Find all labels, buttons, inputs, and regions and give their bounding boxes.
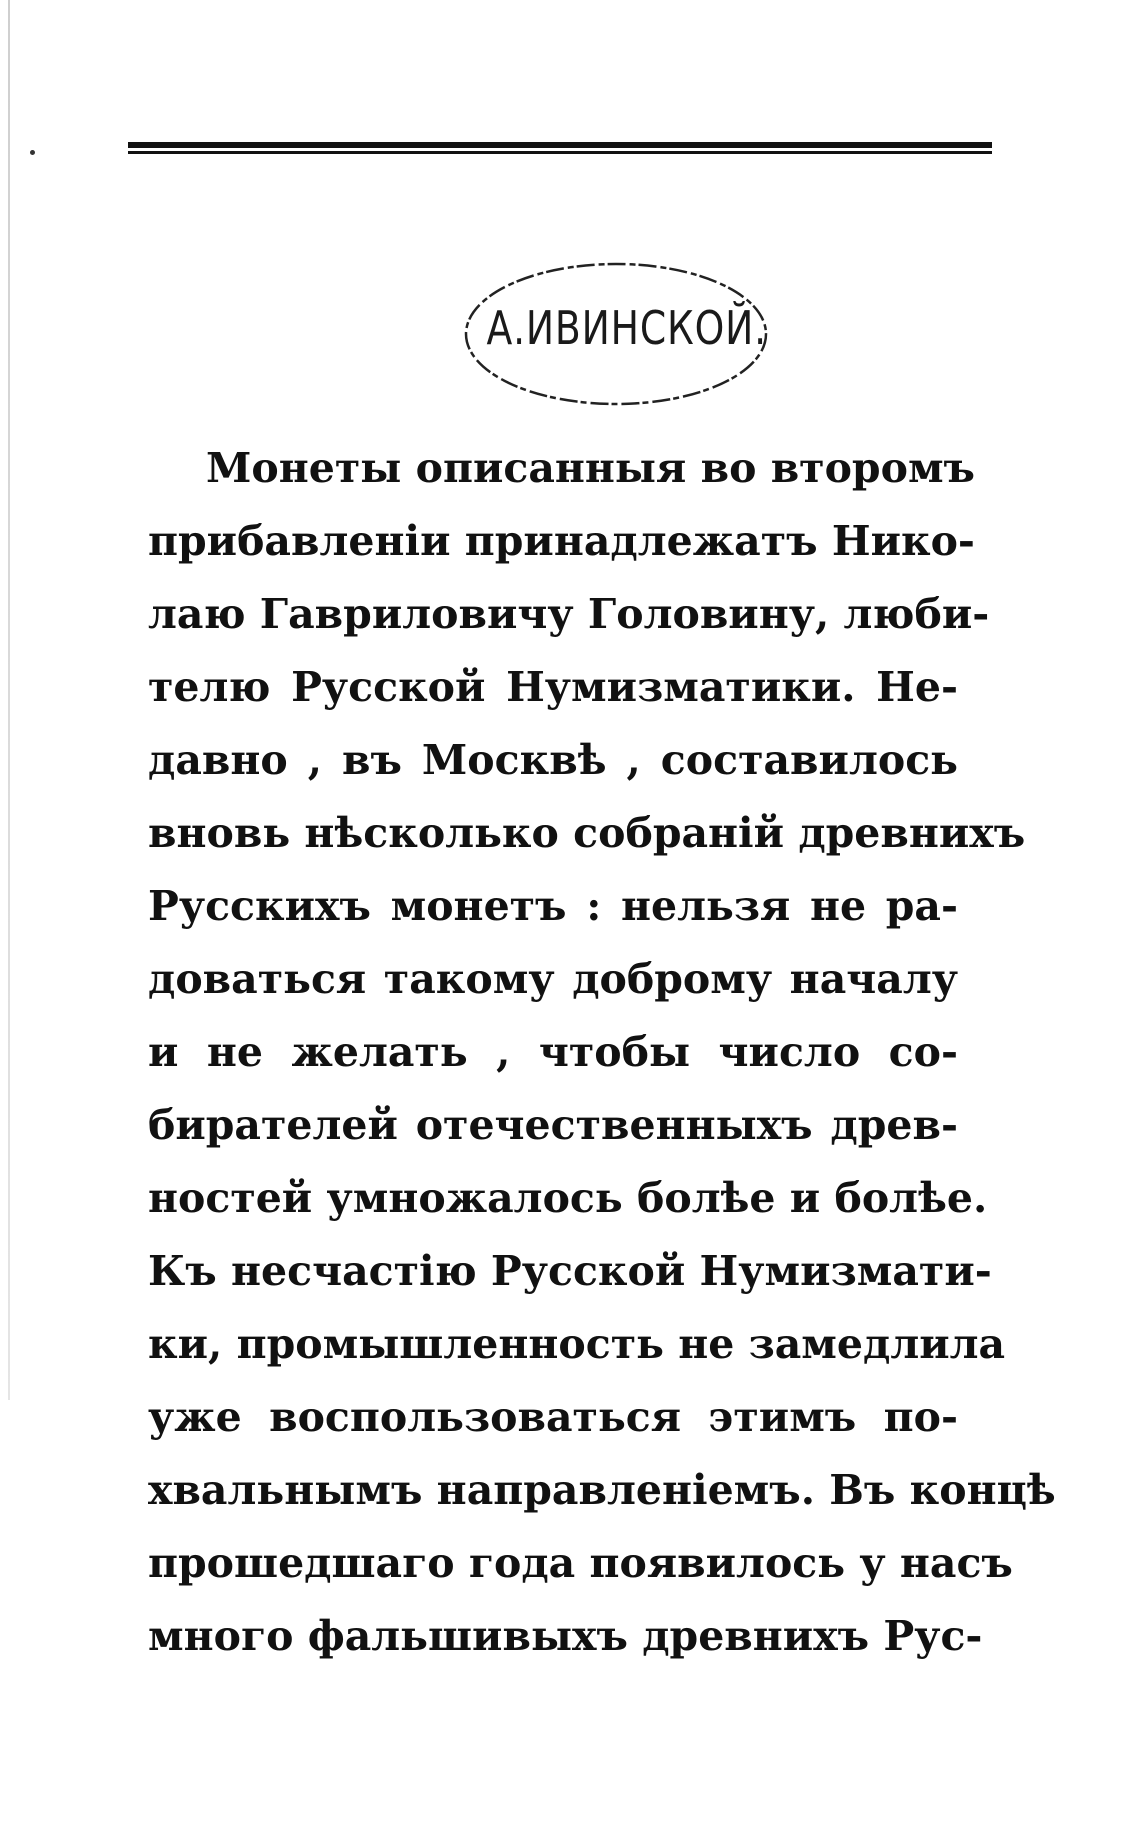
header-rule-thin — [128, 151, 992, 154]
text-line: бирателей отечественныхъ древ- — [148, 1101, 958, 1149]
body-text — [148, 432, 1056, 1673]
text-line: вновь нѣсколько собраній древнихъ — [148, 809, 1026, 857]
text-line: Монеты описанныя во второмъ — [206, 444, 976, 492]
text-line: Русскихъ монетъ : нельзя не ра- — [148, 882, 958, 930]
text-line: лаю Гавриловичу Головину, люби- — [148, 590, 990, 638]
text-line: и не желать , чтобы число со- — [148, 1028, 958, 1076]
text-line: прибавленіи принадлежатъ Нико- — [148, 517, 975, 565]
text-line: много фальшивыхъ древнихъ Рус- — [148, 1612, 983, 1660]
text-line: прошедшаго года появилось у насъ — [148, 1539, 1013, 1587]
text-line: ностей умножалось болѣе и болѣе. — [148, 1174, 988, 1222]
text-line: хвальнымъ направленіемъ. Въ концѣ — [148, 1466, 1056, 1514]
text-line: ки, промышленность не замедлила — [148, 1320, 1006, 1368]
text-line: телю Русской Нумизматики. Не- — [148, 663, 958, 711]
ink-speck — [30, 150, 35, 155]
text-line: давно , въ Москвѣ , составилось — [148, 736, 958, 784]
header-rule-thick — [128, 142, 992, 148]
owner-stamp — [458, 255, 774, 413]
page-edge-shadow — [8, 0, 10, 1400]
text-line: Къ несчастію Русской Нумизмати- — [148, 1247, 992, 1295]
stamp-text: А.ИВИНСКОЙ. — [486, 301, 767, 355]
text-line: доваться такому доброму началу — [148, 955, 958, 1003]
text-line: уже воспользоваться этимъ по- — [148, 1393, 958, 1441]
